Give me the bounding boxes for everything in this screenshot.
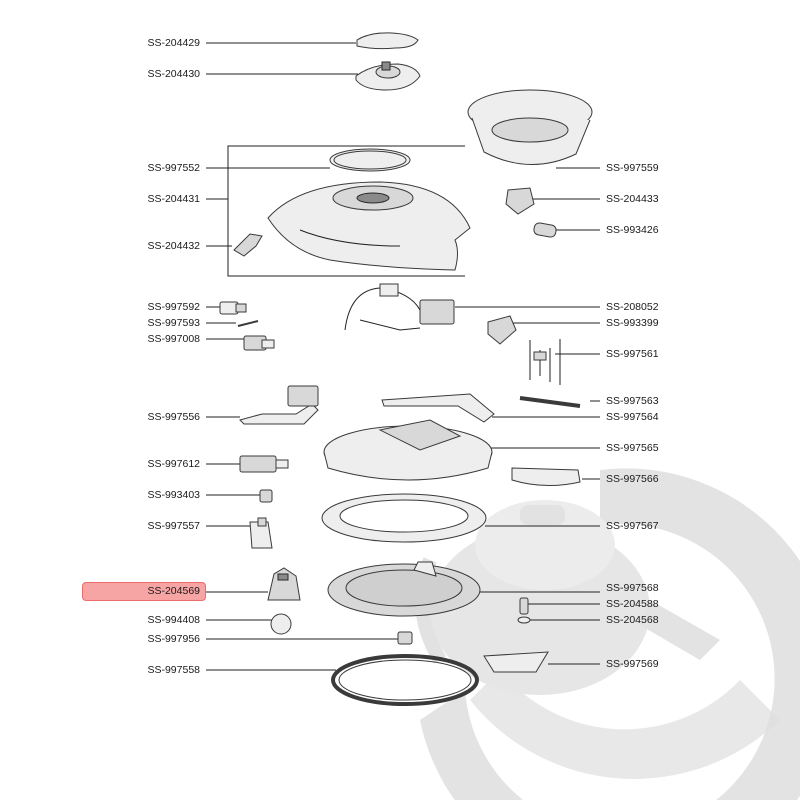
part-label[interactable]: SS-997566 xyxy=(606,473,659,485)
part-label[interactable]: SS-994408 xyxy=(147,614,200,626)
part-label[interactable]: SS-997563 xyxy=(606,395,659,407)
part-label[interactable]: SS-997561 xyxy=(606,348,659,360)
part-switch-small xyxy=(220,302,246,314)
part-label[interactable]: SS-204431 xyxy=(147,193,200,205)
part-seal-small xyxy=(533,222,557,238)
part-label[interactable]: SS-204433 xyxy=(606,193,659,205)
part-label[interactable]: SS-993399 xyxy=(606,317,659,329)
part-lid-seal-ring xyxy=(330,149,410,171)
part-base-housing xyxy=(324,420,492,480)
part-pressure-switch xyxy=(240,456,288,472)
part-label[interactable]: SS-997593 xyxy=(147,317,200,329)
part-top-cap xyxy=(357,33,418,49)
part-lever-arm xyxy=(240,386,318,424)
part-label[interactable]: SS-997612 xyxy=(147,458,200,470)
part-lid-handle xyxy=(234,234,262,256)
part-label[interactable]: SS-997558 xyxy=(147,664,200,676)
part-lid-shell xyxy=(268,182,470,270)
part-knob xyxy=(506,188,534,214)
part-gasket-ring xyxy=(333,656,477,704)
part-steam-basket xyxy=(468,90,592,165)
part-label-selected[interactable]: SS-204569 xyxy=(147,585,200,597)
part-label[interactable]: SS-997564 xyxy=(606,411,659,423)
part-label[interactable]: SS-204429 xyxy=(147,37,200,49)
part-heating-plate-ring xyxy=(322,494,486,542)
part-label[interactable]: SS-997567 xyxy=(606,520,659,532)
part-label[interactable]: SS-997569 xyxy=(606,658,659,670)
part-label[interactable]: SS-204432 xyxy=(147,240,200,252)
part-valve-assembly xyxy=(356,62,420,90)
part-nut xyxy=(398,632,412,644)
part-wiring-harness xyxy=(345,284,454,330)
part-bracket-long xyxy=(382,394,494,422)
part-label[interactable]: SS-993426 xyxy=(606,224,659,236)
part-pin xyxy=(238,321,258,326)
part-label[interactable]: SS-997556 xyxy=(147,411,200,423)
part-holder-frame xyxy=(512,468,580,486)
part-label[interactable]: SS-997956 xyxy=(147,633,200,645)
part-ball xyxy=(271,614,291,634)
part-clip xyxy=(260,490,272,502)
part-rod xyxy=(520,398,580,406)
part-label[interactable]: SS-997568 xyxy=(606,582,659,594)
part-label[interactable]: SS-208052 xyxy=(606,301,659,313)
part-label[interactable]: SS-997592 xyxy=(147,301,200,313)
part-label[interactable]: SS-204430 xyxy=(147,68,200,80)
part-thermostat xyxy=(488,316,516,344)
part-pressure-valve xyxy=(268,568,300,600)
part-label[interactable]: SS-997559 xyxy=(606,162,659,174)
part-washer xyxy=(518,617,530,623)
part-microswitch xyxy=(244,336,274,350)
part-latch xyxy=(250,518,272,548)
part-label[interactable]: SS-997552 xyxy=(147,162,200,174)
part-spring-contacts xyxy=(530,340,550,382)
part-label[interactable]: SS-993403 xyxy=(147,489,200,501)
part-label[interactable]: SS-997565 xyxy=(606,442,659,454)
part-label[interactable]: SS-204568 xyxy=(606,614,659,626)
part-screw xyxy=(520,598,528,614)
part-label[interactable]: SS-997557 xyxy=(147,520,200,532)
part-label[interactable]: SS-204588 xyxy=(606,598,659,610)
part-label[interactable]: SS-997008 xyxy=(147,333,200,345)
